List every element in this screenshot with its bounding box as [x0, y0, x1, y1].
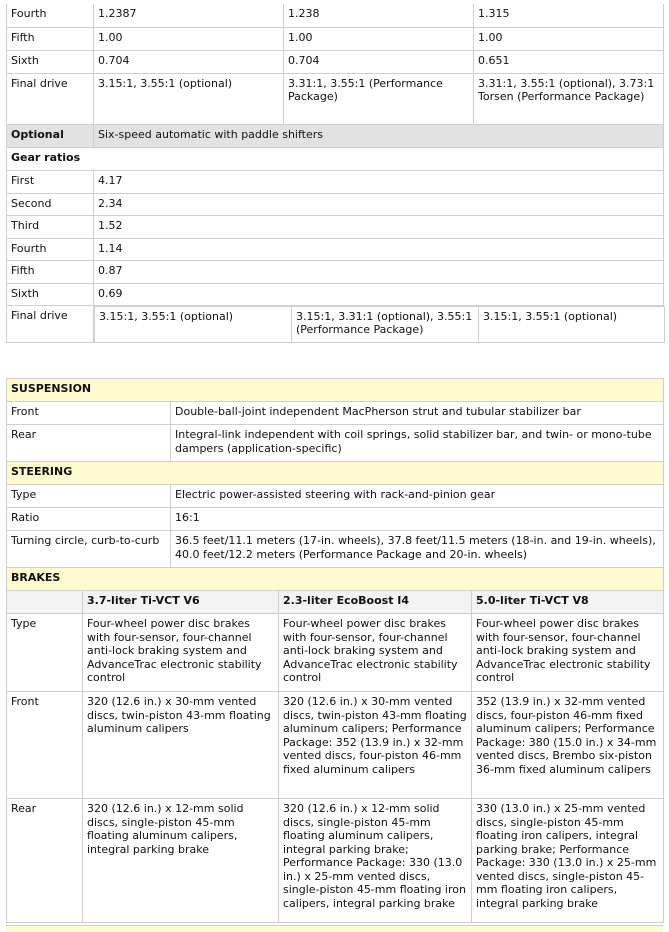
cell-value: 352 (13.9 in.) x 32-mm vented discs, four-piston 46-mm fixed aluminum calipers; Performance Package: 380 (15.0 in.) x 34-mm vented discs, Brembo six-piston 36-mm fixed aluminum calipers	[472, 692, 664, 799]
cell-value: Electric power-assisted steering with rack-and-pinion gear	[171, 485, 664, 508]
cell-value: 0.704	[94, 50, 284, 73]
row-label: Front	[7, 692, 83, 799]
engine-heading-i4: 2.3-liter EcoBoost I4	[279, 591, 472, 614]
cell-value: 2.34	[94, 193, 664, 215]
row-label: Turning circle, curb-to-curb	[7, 531, 171, 568]
engine-header-row	[7, 591, 664, 614]
section-steering	[7, 462, 664, 485]
final-drive-row	[7, 73, 664, 124]
cell-value: Four-wheel power disc brakes with four-sensor, four-channel anti-lock braking system and AdvanceTrac electronic stability control	[472, 614, 664, 692]
cell-value: 1.2387	[94, 4, 284, 27]
cell-value: 1.00	[474, 27, 664, 50]
engine-heading-v6: 3.7-liter Ti-VCT V6	[83, 591, 279, 614]
cell-value: 1.238	[284, 4, 474, 27]
gear-row-third	[7, 215, 664, 238]
gear-row-fourth	[7, 4, 664, 27]
row-label: Type	[7, 485, 171, 508]
cell-value: Four-wheel power disc brakes with four-sensor, four-channel anti-lock braking system and AdvanceTrac electronic stability control	[279, 614, 472, 692]
section-title: STEERING	[7, 462, 664, 485]
row-label: Optional	[7, 124, 94, 147]
steering-ratio-row	[7, 508, 664, 531]
row-label: Rear	[7, 425, 171, 462]
gear-row-fifth	[7, 27, 664, 50]
cell-value: 3.15:1, 3.55:1 (optional)	[94, 73, 284, 124]
section-title: BRAKES	[7, 568, 664, 591]
gear-ratios-heading: Gear ratios	[7, 147, 664, 170]
cell-value: Double-ball-joint independent MacPherson strut and tubular stabilizer bar	[171, 402, 664, 425]
cell-value: 4.17	[94, 170, 664, 193]
cell-value: 0.87	[94, 260, 664, 283]
chassis-table	[6, 378, 664, 923]
cell-value: 1.00	[94, 27, 284, 50]
cell-value: 320 (12.6 in.) x 12-mm solid discs, single-piston 45-mm floating aluminum calipers, integral parking brake	[83, 799, 279, 923]
row-label: Type	[7, 614, 83, 692]
cell-value: Integral-link independent with coil springs, solid stabilizer bar, and twin- or mono-tube dampers (application-specific)	[171, 425, 664, 462]
steering-type-row	[7, 485, 664, 508]
section-suspension	[7, 379, 664, 402]
cell-value: 320 (12.6 in.) x 12-mm solid discs, single-piston 45-mm floating aluminum calipers, integral parking brake; Performance Package: 330 (13.0 in.) x 25-mm vented discs, single-piston 45-mm floating iron calipers, integral parking brake	[279, 799, 472, 923]
cell-value: 320 (12.6 in.) x 30-mm vented discs, twin-piston 43-mm floating aluminum calipers	[83, 692, 279, 799]
section-title: SUSPENSION	[7, 379, 664, 402]
gear-row-second	[7, 193, 664, 215]
gear-row-sixth-auto	[7, 283, 664, 305]
row-label: Second	[7, 193, 94, 215]
cell-value: 1.52	[94, 215, 664, 238]
cell-value: 3.15:1, 3.31:1 (optional), 3.55:1 (Performance Package)	[292, 306, 479, 342]
row-label: Final drive	[7, 73, 94, 124]
suspension-rear-row	[7, 425, 664, 462]
cell-value: 3.31:1, 3.55:1 (optional), 3.73:1 Torsen (Performance Package)	[474, 73, 664, 124]
cell-value: 330 (13.0 in.) x 25-mm vented discs, single-piston 45-mm floating iron calipers, integral parking brake; Performance Package: 330 (13.0 in.) x 25-mm vented discs, single-piston 45-mm floating iron calipers, integral parking brake	[472, 799, 664, 923]
row-label: Fifth	[7, 260, 94, 283]
section-brakes	[7, 568, 664, 591]
row-label: Ratio	[7, 508, 171, 531]
transmission-table	[6, 4, 664, 343]
cell-value: 320 (12.6 in.) x 30-mm vented discs, twin-piston 43-mm floating aluminum calipers; Performance Package: 352 (13.9 in.) x 32-mm vented discs, four-piston 46-mm fixed aluminum calipers	[279, 692, 472, 799]
cell-value: 1.14	[94, 238, 664, 260]
suspension-front-row	[7, 402, 664, 425]
brakes-type-row	[7, 614, 664, 692]
cell-value: 3.15:1, 3.55:1 (optional)	[95, 306, 292, 342]
cell-value: Four-wheel power disc brakes with four-sensor, four-channel anti-lock braking system and AdvanceTrac electronic stability control	[83, 614, 279, 692]
final-drive-auto-row	[7, 305, 664, 343]
row-label: Rear	[7, 799, 83, 923]
row-label: Fourth	[7, 4, 94, 27]
cell-value: 1.315	[474, 4, 664, 27]
cell-value: 0.651	[474, 50, 664, 73]
row-label: Final drive	[7, 305, 94, 343]
row-label: Sixth	[7, 283, 94, 305]
row-label: Fifth	[7, 27, 94, 50]
cell-value: Six-speed automatic with paddle shifters	[94, 124, 664, 147]
row-label: Front	[7, 402, 171, 425]
gear-row-first	[7, 170, 664, 193]
row-label: First	[7, 170, 94, 193]
brakes-rear-row	[7, 799, 664, 923]
gear-row-fifth-auto	[7, 260, 664, 283]
gear-row-sixth	[7, 50, 664, 73]
row-label: Third	[7, 215, 94, 238]
gear-row-fourth-auto	[7, 238, 664, 260]
optional-row	[7, 124, 664, 147]
cell-value: 1.00	[284, 27, 474, 50]
cell-value: 3.31:1, 3.55:1 (Performance Package)	[284, 73, 474, 124]
brakes-front-row	[7, 692, 664, 799]
row-label: Sixth	[7, 50, 94, 73]
engine-heading-v8: 5.0-liter Ti-VCT V8	[472, 591, 664, 614]
turning-circle-row	[7, 531, 664, 568]
cell-value: 36.5 feet/11.1 meters (17-in. wheels), 37.8 feet/11.5 meters (18-in. and 19-in. wheels), 40.0 feet/12.2 meters (Performance Package and 20-in. wheels)	[171, 531, 664, 568]
cell-value: 16:1	[171, 508, 664, 531]
row-label: Fourth	[7, 238, 94, 260]
gear-ratios-heading-row	[7, 147, 664, 170]
cell-value: 3.15:1, 3.55:1 (optional)	[479, 306, 665, 342]
cell-value: 0.704	[284, 50, 474, 73]
cell-value: 0.69	[94, 283, 664, 305]
